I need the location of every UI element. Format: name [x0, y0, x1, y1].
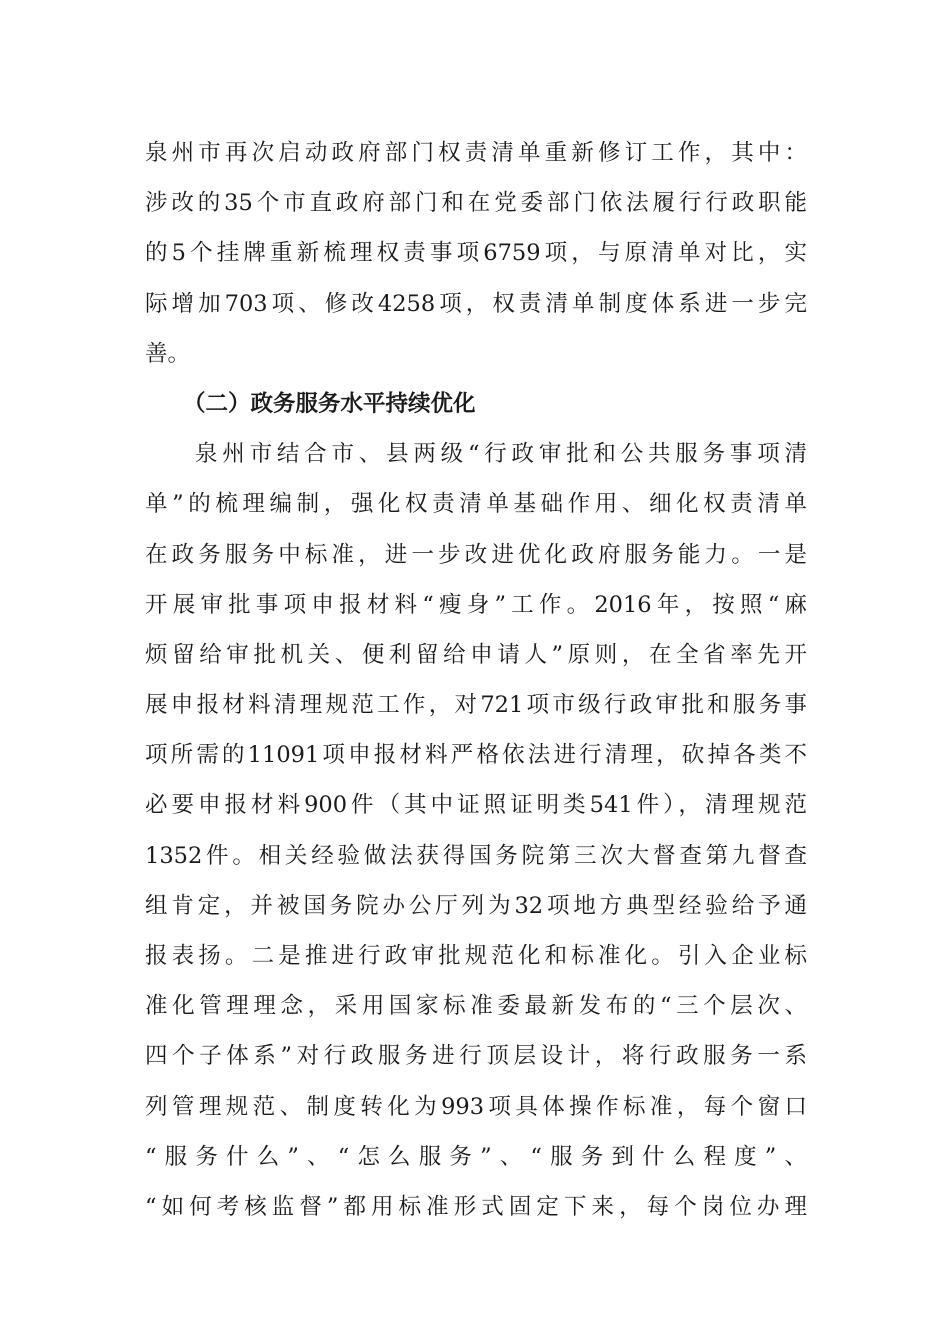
text-line: 报表扬。二是推进行政审批规范化和标准化。引入企业标	[145, 943, 807, 969]
text-line: 涉改的35个市直政府部门和在党委部门依法履行行政职能	[145, 190, 807, 217]
text-line: 单”的梳理编制，强化权责清单基础作用、细化权责清单	[145, 491, 807, 518]
section-heading: （二）政务服务水平持续优化	[183, 390, 476, 417]
text-line: “服务什么”、“怎么服务”、“服务到什么程度”、	[145, 1143, 807, 1170]
text-line: “如何考核监督”都用标准形式固定下来，每个岗位办理	[145, 1193, 807, 1220]
text-line: 善。	[145, 340, 191, 367]
text-line: 泉州市结合市、县两级“行政审批和公共服务事项清	[195, 441, 807, 468]
text-line: 列管理规范、制度转化为993项具体操作标准，每个窗口	[145, 1093, 807, 1120]
text-line: 必要申报材料900件（其中证照证明类541件），清理规范	[145, 792, 807, 819]
text-line: 项所需的11091项申报材料严格依法进行清理，砍掉各类不	[145, 742, 807, 769]
text-line: 际增加703项、修改4258项，权责清单制度体系进一步完	[145, 290, 807, 317]
text-line: 的5个挂牌重新梳理权责事项6759项，与原清单对比，实	[145, 240, 807, 267]
text-line: 展申报材料清理规范工作，对721项市级行政审批和服务事	[145, 692, 807, 719]
text-line: 开展审批事项申报材料“瘦身”工作。2016年，按照“麻	[145, 591, 807, 618]
text-line: 准化管理理念，采用国家标准委最新发布的“三个层次、	[145, 993, 807, 1020]
paragraph-1	[145, 128, 807, 379]
text-line: 泉州市再次启动政府部门权责清单重新修订工作，其中：	[145, 140, 807, 166]
text-line: 组肯定，并被国务院办公厅列为32项地方典型经验给予通	[145, 892, 807, 919]
text-line: 四个子体系”对行政服务进行顶层设计，将行政服务一系	[145, 1043, 807, 1070]
text-line: 在政务服务中标准，进一步改进优化政府服务能力。一是	[145, 541, 807, 568]
text-line: 1352件。相关经验做法获得国务院第三次大督查第九督查	[145, 842, 807, 869]
paragraph-2	[145, 429, 807, 1232]
text-line: 烦留给审批机关、便利留给申请人”原则，在全省率先开	[145, 641, 807, 668]
body-text	[145, 128, 807, 1232]
